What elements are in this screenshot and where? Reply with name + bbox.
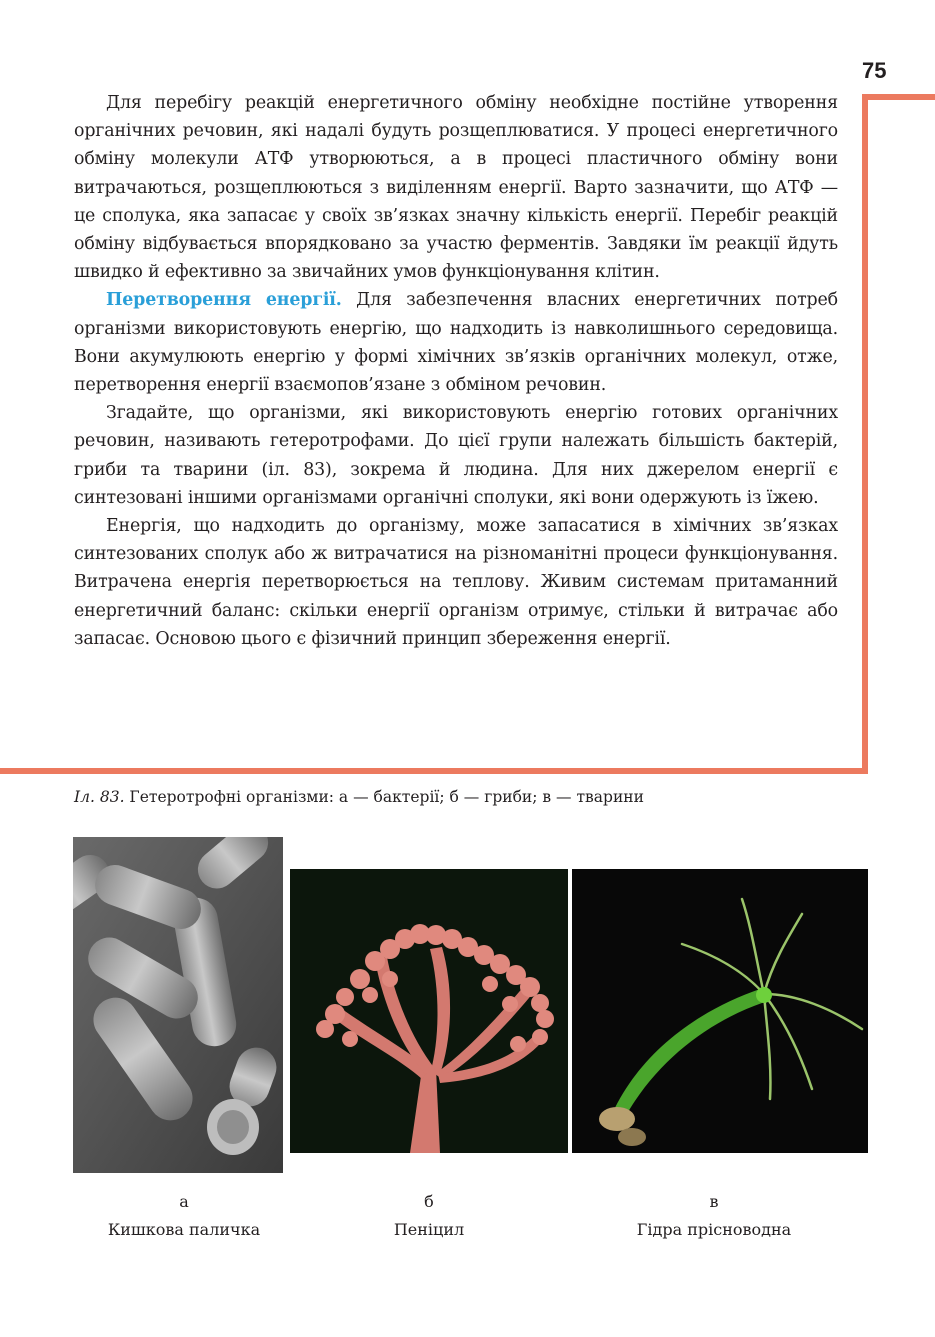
figure-c-letter: в [709, 1192, 719, 1211]
paragraph-heterotrophs: Згадайте, що організми, які використовують енергію готових органічних речовин, називають гетеротрофами. До цієї групи належать більшість бактерій, гриби та тварини (іл. 83), зокрема й людина. Для них джерелом енергії є синтезовані іншими організмами органічні сполуки, які вони одержують із їжею. [74, 403, 838, 508]
figure-b-letter: б [424, 1192, 434, 1211]
paragraph-atp: Для перебігу реакцій енергетичного обміну необхідне постійне утворення органічних речовин, які надалі будуть розщеплюватися. У процесі енергетичного обміну молекули АТФ утворюються, а в процесі пластичного обміну вони витрачаються, розщеплюються з виділенням енергії. Варто зазначити, що АТФ — це сполука, яка запасає у своїх зв’язках значну кількість енергії. Перебіг реакцій обміну відбувається впорядковано за участю ферментів. Завдяки їм реакції йдуть швидко й ефективно за звичайних умов функціонування клітин. [74, 93, 838, 283]
figure-a-letter: а [179, 1192, 189, 1211]
main-text [74, 89, 838, 653]
frame-top-border [862, 94, 935, 100]
photo-hydra [572, 869, 868, 1153]
figure-number: Іл. 83. [74, 788, 125, 806]
photo-penicillium [290, 869, 568, 1153]
frame-bottom-border [0, 768, 868, 774]
section-text: Для забезпечення власних енергетичних потреб організми використовують енергію, що надходить із навколишнього середовища. Вони акумулюють енергію у формі хімічних зв’язків органічних молекул, отже, перетворення енергії взаємопов’язане з обміном речовин. [74, 290, 838, 396]
figure-caption-text: Гетеротрофні організми: а — бактерії; б — гриби; в — тварини [124, 788, 644, 806]
page-number: 75 [862, 58, 887, 83]
photo-e-coli [73, 837, 283, 1173]
paragraph-energy-conversion [74, 286, 838, 399]
hydra-illustration [572, 869, 868, 1153]
figure-a-name: Кишкова паличка [107, 1220, 261, 1239]
e-coli-illustration [73, 837, 283, 1173]
figure-caption [74, 786, 644, 808]
section-heading: Перетворення енергії. [106, 290, 342, 311]
figure-c-name: Гідра прісноводна [636, 1220, 792, 1239]
figure-b-name: Пеніцил [393, 1220, 465, 1239]
frame-right-border [862, 94, 868, 774]
paragraph-energy-balance: Енергія, що надходить до організму, може запасатися в хімічних зв’язках синтезованих сполук або ж витрачатися на різноманітні процеси функціонування. Витрачена енергія перетворюється на теплову. Живим системам притаманний енергетичний баланс: скільки енергії організм отримує, стільки й витрачає або запасає. Основою цього є фізичний принцип збереження енергії. [74, 516, 838, 649]
penicillium-illustration [290, 869, 568, 1153]
